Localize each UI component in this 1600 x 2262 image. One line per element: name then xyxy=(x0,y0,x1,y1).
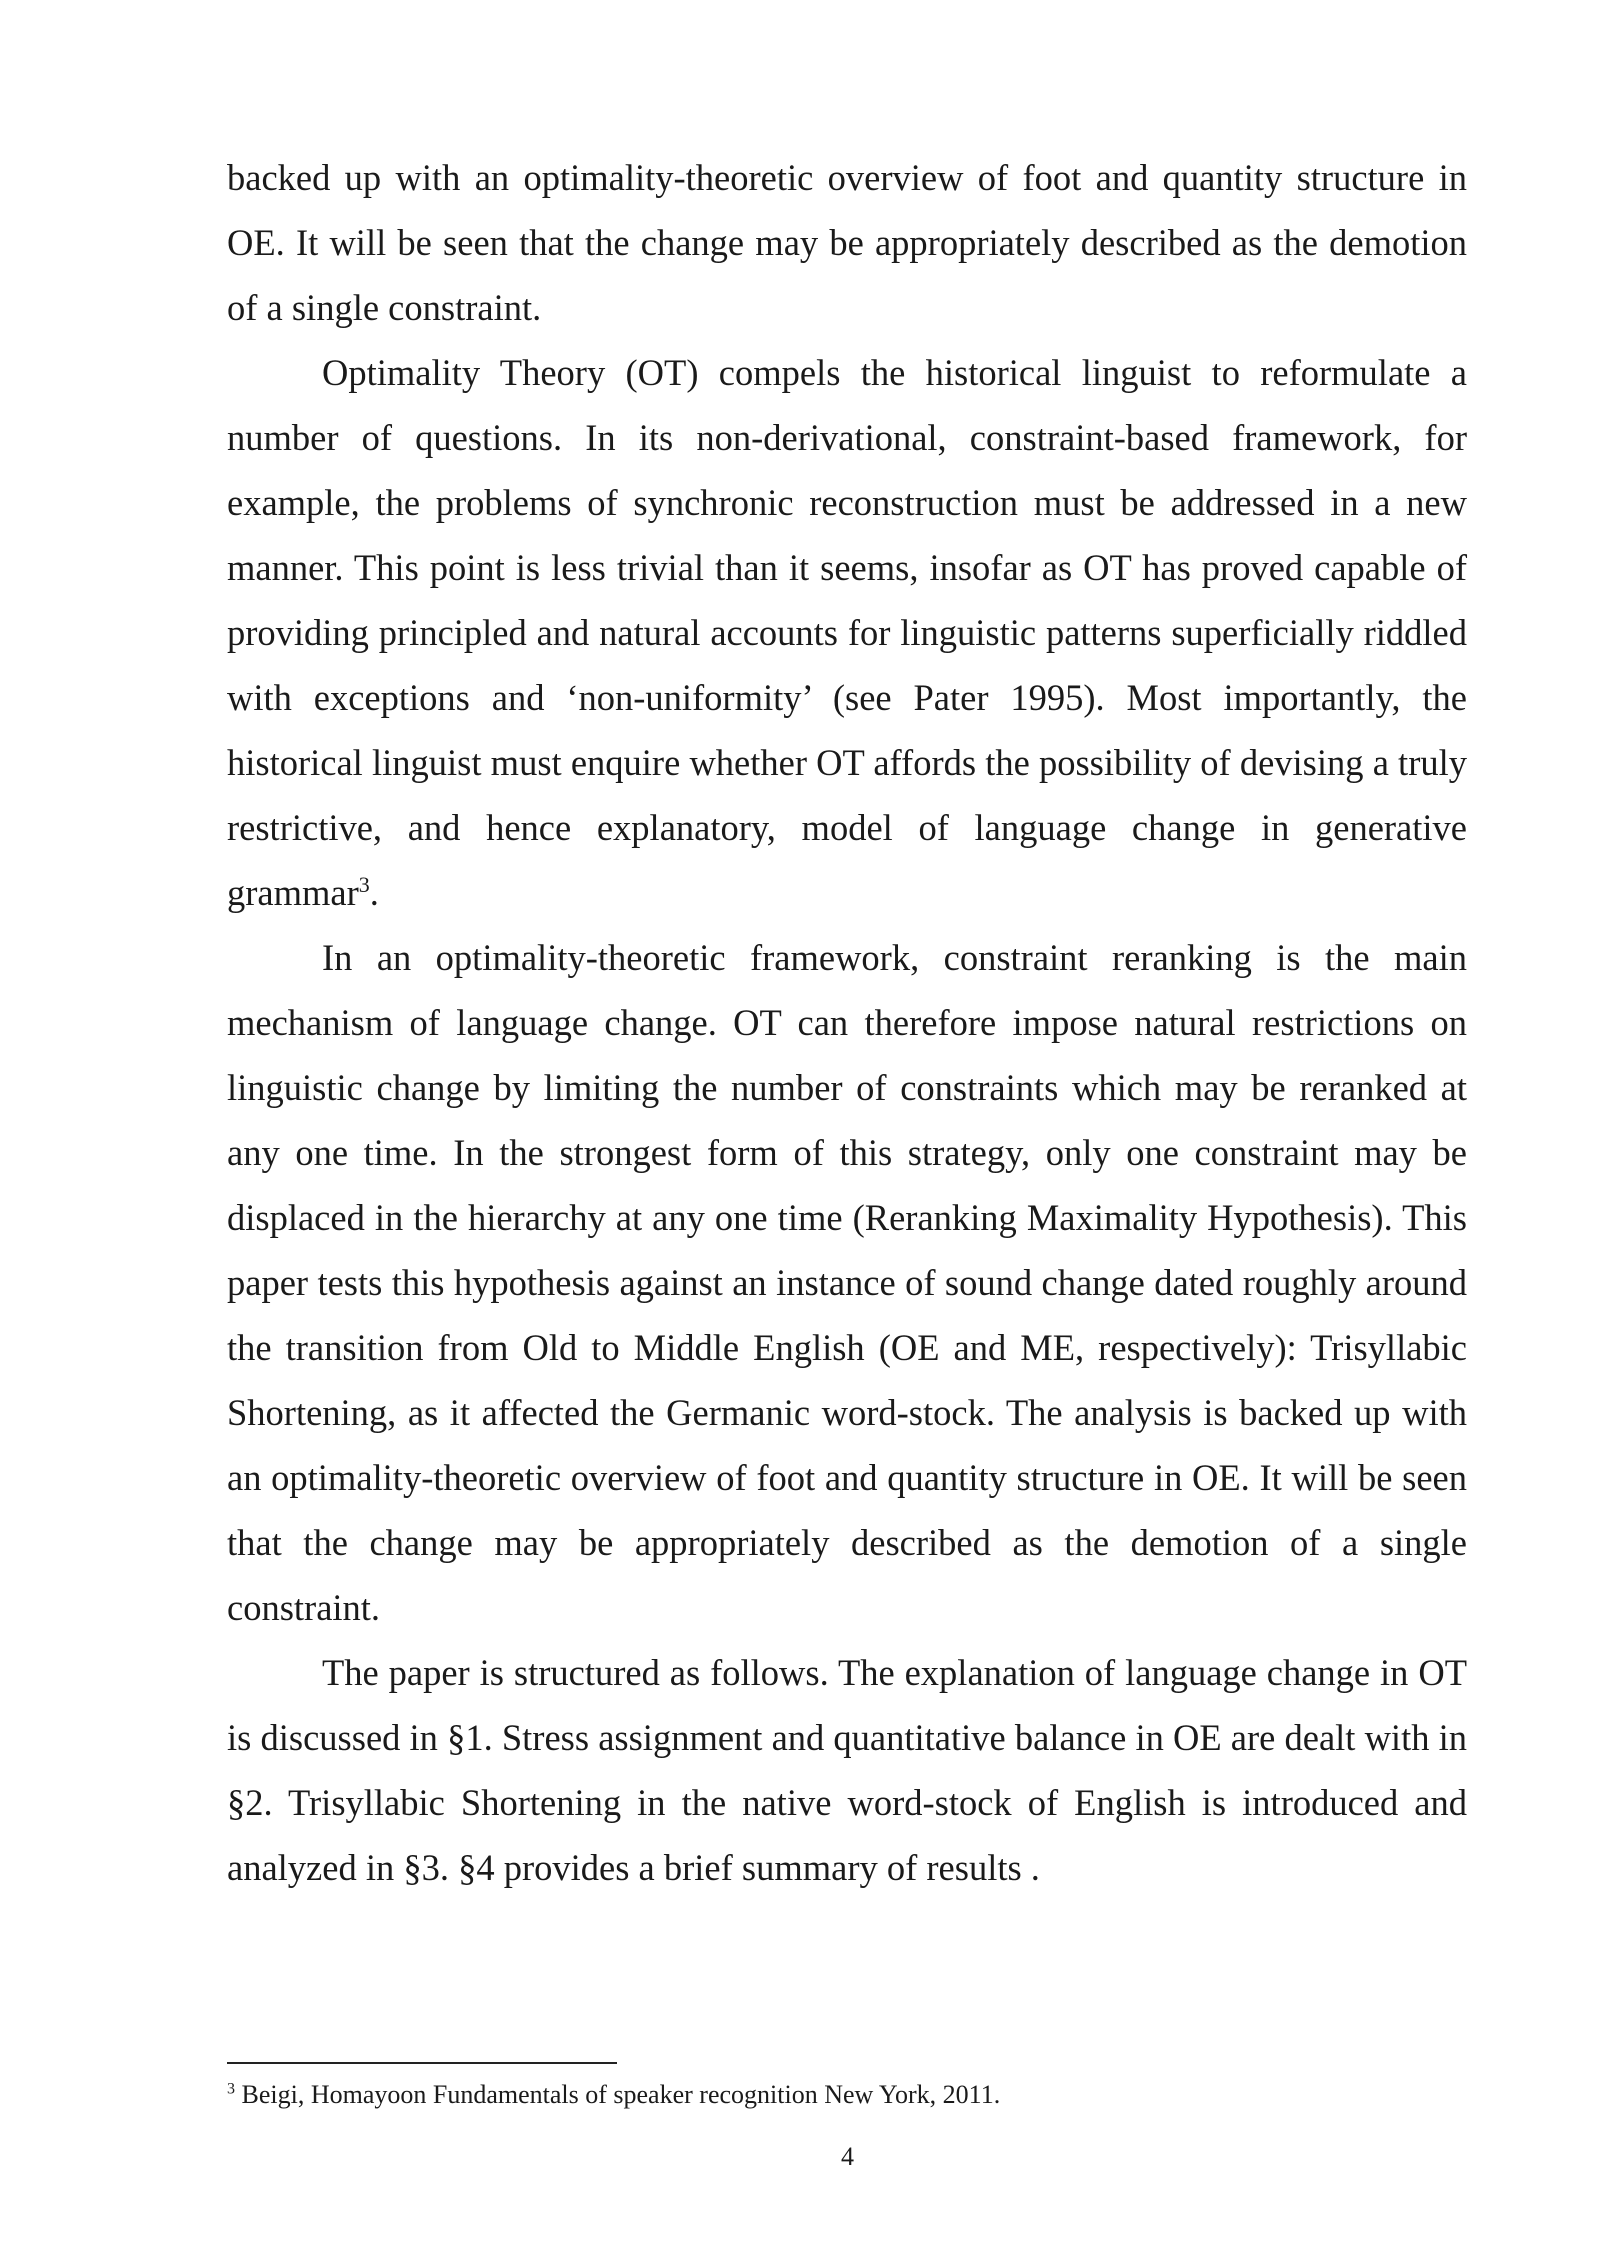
paragraph-3: In an optimality-theoretic framework, constraint reranking is the main mechanism of language change. OT can therefore impose natural restrictions on linguistic change by limiting the number of constraints which may be reranked at any one time. In the strongest form of this strategy, only one constraint may be displaced in the hierarchy at any one time (Reranking Maximality Hypothesis). This paper tests this hypothesis against an instance of sound change dated roughly around the transition from Old to Middle English (OE and ME, respectively): Trisyllabic Shortening, as it affected the Germanic word-stock. The analysis is backed up with an optimality-theoretic overview of foot and quantity structure in OE. It will be seen that the change may be appropriately described as the demotion of a single constraint. xyxy=(227,937,1467,1628)
footnote-marker: 3 xyxy=(227,2080,235,2098)
paragraph-2-text: Optimality Theory (OT) compels the historical linguist to reformulate a number of questions. In its non-derivational, constraint-based framework, for example, the problems of synchronic reconstruction must be addressed in a new manner. This point is less trivial than it seems, insofar as OT has proved capable of providing principled and natural accounts for linguistic patterns superficially riddled with exceptions and ‘non-uniformity’ (see Pater 1995). Most importantly, the historical linguist must enquire whether OT affords the possibility of devising a truly restrictive, and hence explanatory, model of language change in generative grammar xyxy=(227,352,1467,913)
body-text xyxy=(227,145,1467,1900)
paragraph-2-end: . xyxy=(369,872,379,913)
footnote-text: Beigi, Homayoon Fundamentals of speaker recognition New York, 2011. xyxy=(235,2080,1001,2109)
footnote-divider xyxy=(227,2062,617,2064)
footnote-reference[interactable]: 3 xyxy=(358,871,370,897)
paragraph-1: backed up with an optimality-theoretic overview of foot and quantity structure in OE. It will be seen that the change may be appropriately described as the demotion of a single constraint. xyxy=(227,157,1467,328)
paragraph-4: The paper is structured as follows. The explanation of language change in OT is discussed in §1. Stress assignment and quantitative balance in OE are dealt with in §2. Trisyllabic Shortening in the native word-stock of English is introduced and analyzed in §3. §4 provides a brief summary of results . xyxy=(227,1652,1467,1888)
page-number: 4 xyxy=(841,2142,854,2171)
footnote xyxy=(227,2078,1467,2112)
paragraph-2 xyxy=(227,340,1467,925)
